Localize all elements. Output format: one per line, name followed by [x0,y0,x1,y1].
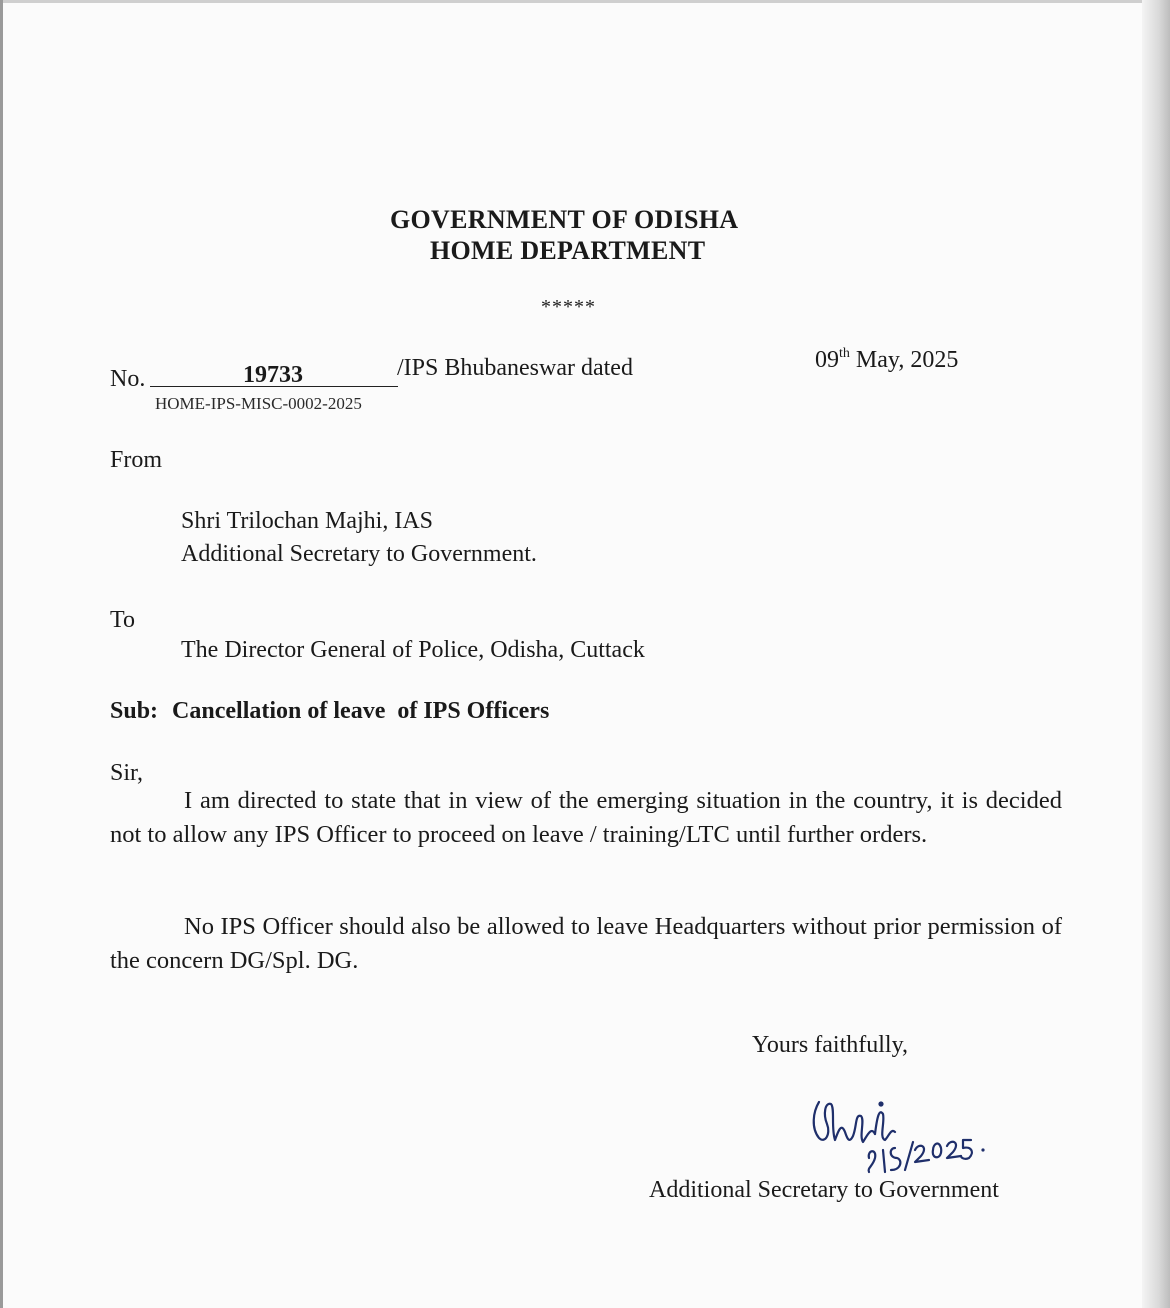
page-top-edge [0,0,1170,3]
paragraph-2-text: No IPS Officer should also be allowed to leave Headquarters without prior permission of the concern DG/Spl. DG. [110,913,1062,974]
salutation: Sir, [110,760,144,786]
subject-text: Cancellation of leave of IPS Officers [172,698,550,724]
header-government: GOVERNMENT OF ODISHA [390,205,739,234]
signatory-designation: Additional Secretary to Government [649,1177,999,1203]
header-separator: ***** [541,296,596,318]
reference-file-code: HOME-IPS-MISC-0002-2025 [155,394,362,413]
handwritten-signature [805,1088,990,1180]
reference-no-label: No. [110,366,146,392]
body-paragraph-1 [110,784,1062,852]
body-paragraph-2 [110,910,1062,978]
valediction: Yours faithfully, [752,1032,909,1058]
subject-line [110,698,549,725]
from-designation: Additional Secretary to Government. [181,541,537,567]
date-superscript: th [839,346,850,361]
to-recipient: The Director General of Police, Odisha, Cuttack [181,637,645,663]
page-left-edge [0,0,3,1308]
header-department: HOME DEPARTMENT [430,236,706,265]
from-name: Shri Trilochan Majhi, IAS [181,508,434,534]
paragraph-1-text: I am directed to state that in view of the emerging situation in the country, it is decided not to allow any IPS Officer to proceed on leave / training/LTC until further orders. [110,787,1062,848]
date-day: 09 [815,347,839,373]
date-rest: May, 2025 [849,347,959,373]
reference-number: 19733 [243,362,303,388]
reference-suffix: /IPS Bhubaneswar dated [397,355,633,381]
from-label: From [110,447,163,473]
to-label: To [110,607,135,633]
page-right-shadow [1142,0,1170,1308]
subject-label: Sub: [110,698,159,724]
reference-date [815,346,958,374]
